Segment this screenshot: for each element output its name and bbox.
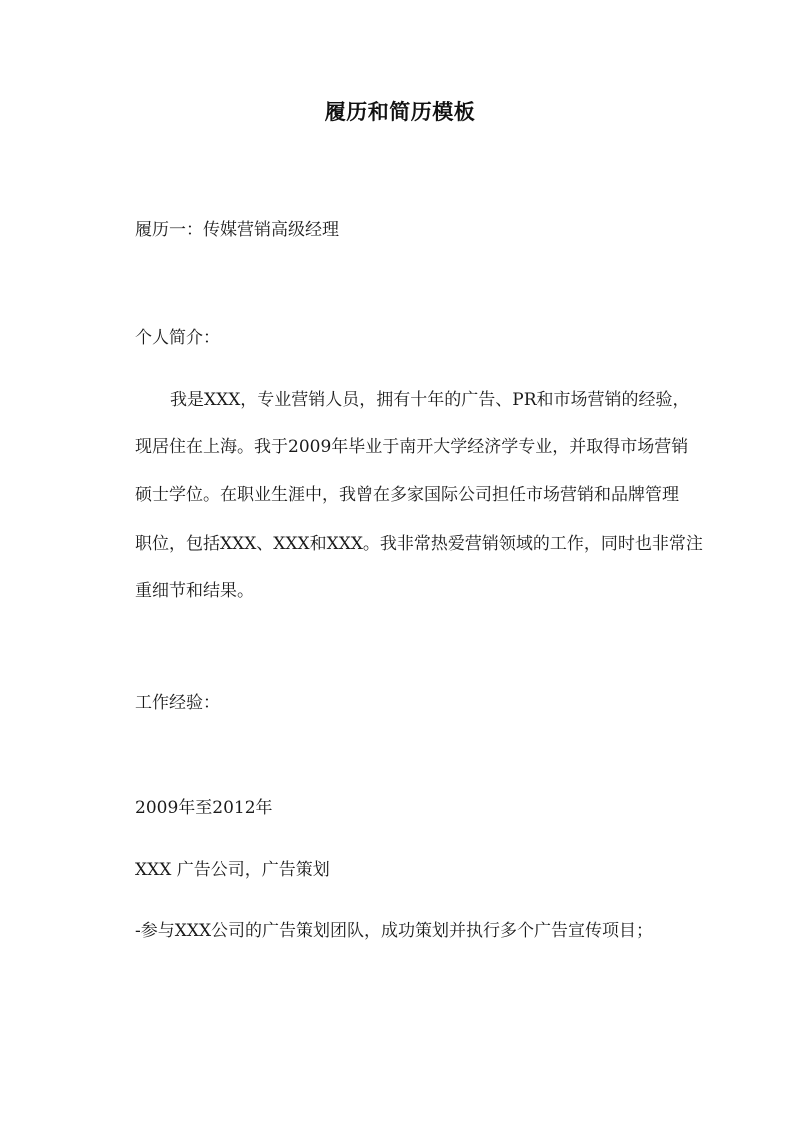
- profile-line: 现居住在上海。我于2009年毕业于南开大学经济学专业，并取得市场营销: [135, 437, 689, 457]
- profile-line: 硕士学位。在职业生涯中，我曾在多家国际公司担任市场营销和品牌管理: [135, 485, 679, 505]
- profile-line: 职位，包括XXX、XXX和XXX。我非常热爱营销领域的工作，同时也非常注: [135, 534, 703, 554]
- experience-bullet: -参与XXX公司的广告策划团队，成功策划并执行多个广告宣传项目；: [135, 921, 654, 941]
- experience-heading: 工作经验：: [135, 693, 220, 713]
- experience-period: 2009年至2012年: [135, 798, 273, 818]
- profile-line: 我是XXX，专业营销人员，拥有十年的广告、PR和市场营销的经验，: [170, 390, 690, 410]
- profile-line: 重细节和结果。: [135, 581, 254, 601]
- document-title: 履历和简历模板: [324, 99, 476, 124]
- resume-heading: 履历一：传媒营销高级经理: [135, 220, 339, 240]
- experience-company-role: XXX 广告公司，广告策划: [135, 860, 330, 880]
- profile-heading: 个人简介：: [135, 328, 220, 348]
